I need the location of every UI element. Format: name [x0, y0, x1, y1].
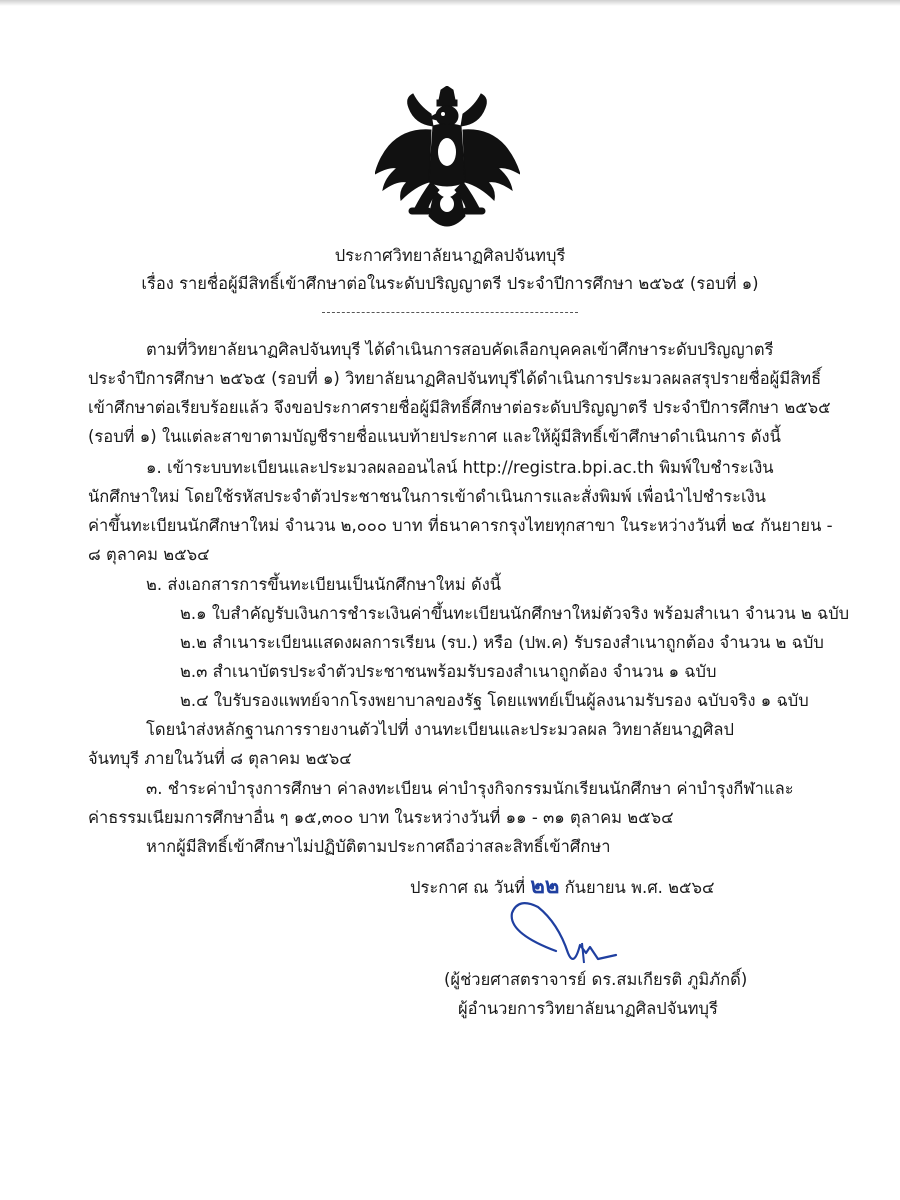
item1-line-3: ค่าขึ้นทะเบียนนักศึกษาใหม่ จำนวน ๒,๐๐๐ บาท ที่ธนาคารกรุงไทยทุกสาขา ในระหว่างวันที่ ๒๔ กันยายน -: [88, 516, 833, 535]
item2-heading: ๒. ส่งเอกสารการขึ้นทะเบียนเป็นนักศึกษาใหม่ ดังนี้: [146, 575, 502, 594]
date-prefix: ประกาศ ณ วันที่: [410, 878, 526, 897]
item2-note-line-2: จันทบุรี ภายในวันที่ ๘ ตุลาคม ๒๕๖๔: [88, 749, 352, 768]
item2-note-line-1: โดยนำส่งหลักฐานการรายงานตัวไปที่ งานทะเบียนและประมวลผล วิทยาลัยนาฏศิลป: [146, 720, 734, 739]
item3-line-2: ค่าธรรมเนียมการศึกษาอื่น ๆ ๑๕,๓๐๐ บาท ในระหว่างวันที่ ๑๑ - ๓๑ ตุลาคม ๒๕๖๔: [88, 808, 674, 827]
intro-line-4: (รอบที่ ๑) ในแต่ละสาขาตามบัญชีรายชื่อแนบท้ายประกาศ และให้ผู้มีสิทธิ์เข้าศึกษาดำเนินการ ดังนี้: [88, 427, 781, 446]
item2-sub-3: ๒.๓ สำเนาบัตรประจำตัวประชาชนพร้อมรับรองสำเนาถูกต้อง จำนวน ๑ ฉบับ: [180, 662, 717, 681]
date-suffix: กันยายน พ.ศ. ๒๕๖๔: [564, 878, 715, 897]
date-day: ๒๒: [530, 873, 560, 899]
intro-line-3: เข้าศึกษาต่อเรียบร้อยแล้ว จึงขอประกาศรายชื่อผู้มีสิทธิ์ศึกษาต่อระดับปริญญาตรี ประจำปีการศึกษา ๒๕๖๕: [88, 398, 831, 417]
item2-sub-2: ๒.๒ สำเนาระเบียนแสดงผลการเรียน (รบ.) หรือ (ปพ.ค) รับรองสำเนาถูกต้อง จำนวน ๒ ฉบับ: [180, 633, 824, 652]
item1-line-4: ๘ ตุลาคม ๒๕๖๔: [88, 545, 210, 564]
title-divider: [322, 312, 578, 313]
item1-line-1: ๑. เข้าระบบทะเบียนและประมวลผลออนไลน์ http://registra.bpi.ac.th พิมพ์ใบชำระเงิน: [146, 458, 774, 477]
intro-line-2: ประจำปีการศึกษา ๒๕๖๕ (รอบที่ ๑) วิทยาลัยนาฏศิลปจันทบุรีได้ดำเนินการประมวลผลสรุปรายชื่อผู้มีสิทธิ์: [88, 369, 822, 388]
closing-statement: หากผู้มีสิทธิ์เข้าศึกษาไม่ปฏิบัติตามประกาศถือว่าสละสิทธิ์เข้าศึกษา: [146, 837, 611, 856]
intro-line-1: ตามที่วิทยาลัยนาฏศิลปจันทบุรี ได้ดำเนินการสอบคัดเลือกบุคคลเข้าศึกษาระดับปริญญาตรี: [146, 340, 774, 359]
announcement-title: ประกาศวิทยาลัยนาฏศิลปจันทบุรี: [334, 246, 566, 265]
item1-line-2: นักศึกษาใหม่ โดยใช้รหัสประจำตัวประชาชนในการเข้าดำเนินการและสั่งพิมพ์ เพื่อนำไปชำระเงิน: [88, 487, 766, 506]
signer-name: (ผู้ช่วยศาสตราจารย์ ดร.สมเกียรติ ภูมิภักดิ์): [444, 970, 748, 989]
item3-line-1: ๓. ชำระค่าบำรุงการศึกษา ค่าลงทะเบียน ค่าบำรุงกิจกรรมนักเรียนนักศึกษา ค่าบำรุงกีฬาและ: [146, 779, 794, 798]
item2-sub-1: ๒.๑ ใบสำคัญรับเงินการชำระเงินค่าขึ้นทะเบียนนักศึกษาใหม่ตัวจริง พร้อมสำเนา จำนวน ๒ ฉบับ: [180, 604, 850, 623]
announcement-subject: เรื่อง รายชื่อผู้มีสิทธิ์เข้าศึกษาต่อในระดับปริญญาตรี ประจำปีการศึกษา ๒๕๖๕ (รอบที่ ๑): [141, 274, 759, 293]
item2-sub-4: ๒.๔ ใบรับรองแพทย์จากโรงพยาบาลของรัฐ โดยแพทย์เป็นผู้ลงนามรับรอง ฉบับจริง ๑ ฉบับ: [180, 691, 809, 710]
signer-position: ผู้อำนวยการวิทยาลัยนาฏศิลปจันทบุรี: [458, 999, 718, 1018]
signature-mark: [498, 893, 633, 975]
garuda-emblem-icon: [375, 86, 520, 236]
scan-edge: [0, 0, 900, 6]
